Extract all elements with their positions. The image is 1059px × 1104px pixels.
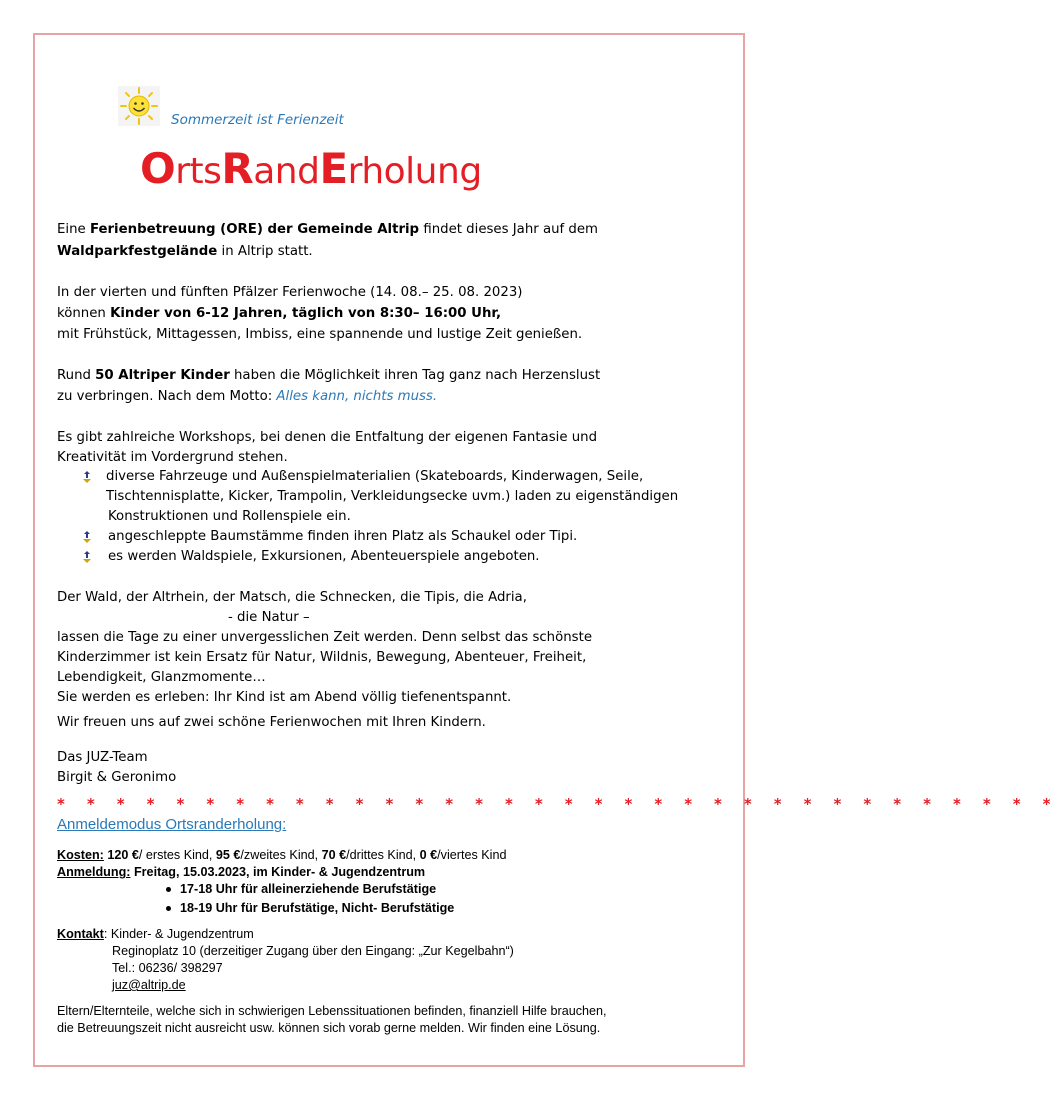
kids-line-2: zu verbringen. Nach dem Motto: Alles kann, nichts muss. xyxy=(57,389,438,404)
workshop-item-forest-games: es werden Waldspiele, Exkursionen, Abenteuerspiele angeboten. xyxy=(108,549,540,564)
slogan: Sommerzeit ist Ferienzeit xyxy=(171,112,344,128)
contact-address: Reginoplatz 10 (derzeitiger Zugang über den Eingang: „Zur Kegelbahn“) xyxy=(112,944,514,958)
nature-line-6: Sie werden es erleben: Ihr Kind ist am Abend völlig tiefenentspannt. xyxy=(57,690,512,705)
arrow-bullet-icon xyxy=(80,530,94,544)
sun-icon xyxy=(118,86,160,126)
closing-line: Wir freuen uns auf zwei schöne Ferienwochen mit Ihren Kindern. xyxy=(57,715,486,730)
kids-line-1: Rund 50 Altriper Kinder haben die Möglichkeit ihren Tag ganz nach Herzenslust xyxy=(57,368,601,383)
signup-slot-2: 18-19 Uhr für Berufstätige, Nicht- Berufstätige xyxy=(180,901,455,915)
bullet-dot xyxy=(166,906,171,911)
footer-line-2: die Betreuungszeit nicht ausreicht usw. können sich vorab gerne melden. Wir finden eine Lösung. xyxy=(57,1021,601,1035)
intro-line-1: Eine Ferienbetreuung (ORE) der Gemeinde Altrip findet dieses Jahr auf dem xyxy=(57,222,599,237)
workshop-item-vehicles-cont2: Konstruktionen und Rollenspiele ein. xyxy=(108,509,351,524)
nature-line-4: Kinderzimmer ist kein Ersatz für Natur, Wildnis, Bewegung, Abenteuer, Freiheit, xyxy=(57,650,587,665)
nature-line-1: Der Wald, der Altrhein, der Matsch, die Schnecken, die Tipis, die Adria, xyxy=(57,590,527,605)
intro-line-2: Waldparkfestgelände in Altrip statt. xyxy=(57,244,313,259)
period-line-2: können Kinder von 6-12 Jahren, täglich von 8:30– 16:00 Uhr, xyxy=(57,306,502,321)
costs-line: Kosten: 120 €/ erstes Kind, 95 €/zweites Kind, 70 €/drittes Kind, 0 €/viertes Kind xyxy=(57,848,507,862)
workshop-item-vehicles: diverse Fahrzeuge und Außenspielmaterialien (Skateboards, Kinderwagen, Seile, xyxy=(106,469,644,484)
period-line-3: mit Frühstück, Mittagessen, Imbiss, eine spannende und lustige Zeit genießen. xyxy=(57,327,583,342)
bullet-dot xyxy=(166,887,171,892)
nature-line-5: Lebendigkeit, Glanzmomente… xyxy=(57,670,266,685)
nature-line-2: - die Natur – xyxy=(228,610,310,625)
workshop-item-vehicles-cont: Tischtennisplatte, Kicker, Trampolin, Verkleidungsecke uvm.) laden zu eigenständigen xyxy=(106,489,679,504)
footer-line-1: Eltern/Elternteile, welche sich in schwierigen Lebenssituationen befinden, finanziell Hilfe brauchen, xyxy=(57,1004,607,1018)
nature-line-3: lassen die Tage zu einer unvergesslichen Zeit werden. Denn selbst das schönste xyxy=(57,630,592,645)
arrow-bullet-icon xyxy=(80,470,94,484)
workshops-line-2: Kreativität im Vordergrund stehen. xyxy=(57,450,288,465)
signup-slot-1: 17-18 Uhr für alleinerziehende Berufstätige xyxy=(180,882,437,896)
workshops-line-1: Es gibt zahlreiche Workshops, bei denen die Entfaltung der eigenen Fantasie und xyxy=(57,430,598,445)
registration-heading: Anmeldemodus Ortsranderholung: xyxy=(57,816,287,833)
arrow-bullet-icon xyxy=(80,550,94,564)
contact-phone: Tel.: 06236/ 398297 xyxy=(112,961,223,975)
page-title: OrtsRandErholung xyxy=(140,144,482,193)
period-line-1: In der vierten und fünften Pfälzer Ferienwoche (14. 08.– 25. 08. 2023) xyxy=(57,285,523,300)
star-divider: * * * * * * * * * * * * * * * * * * * * * * * * * * * * * * * * * * xyxy=(57,795,1059,813)
signature-names: Birgit & Geronimo xyxy=(57,770,177,785)
signature-team: Das JUZ-Team xyxy=(57,750,148,765)
signup-line: Anmeldung: Freitag, 15.03.2023, im Kinder- & Jugendzentrum xyxy=(57,865,426,879)
motto: Alles kann, nichts muss. xyxy=(276,389,438,404)
contact-email-link[interactable]: juz@altrip.de xyxy=(112,978,186,992)
workshop-item-trees: angeschleppte Baumstämme finden ihren Platz als Schaukel oder Tipi. xyxy=(108,529,578,544)
contact-line-1: Kontakt: Kinder- & Jugendzentrum xyxy=(57,927,254,941)
